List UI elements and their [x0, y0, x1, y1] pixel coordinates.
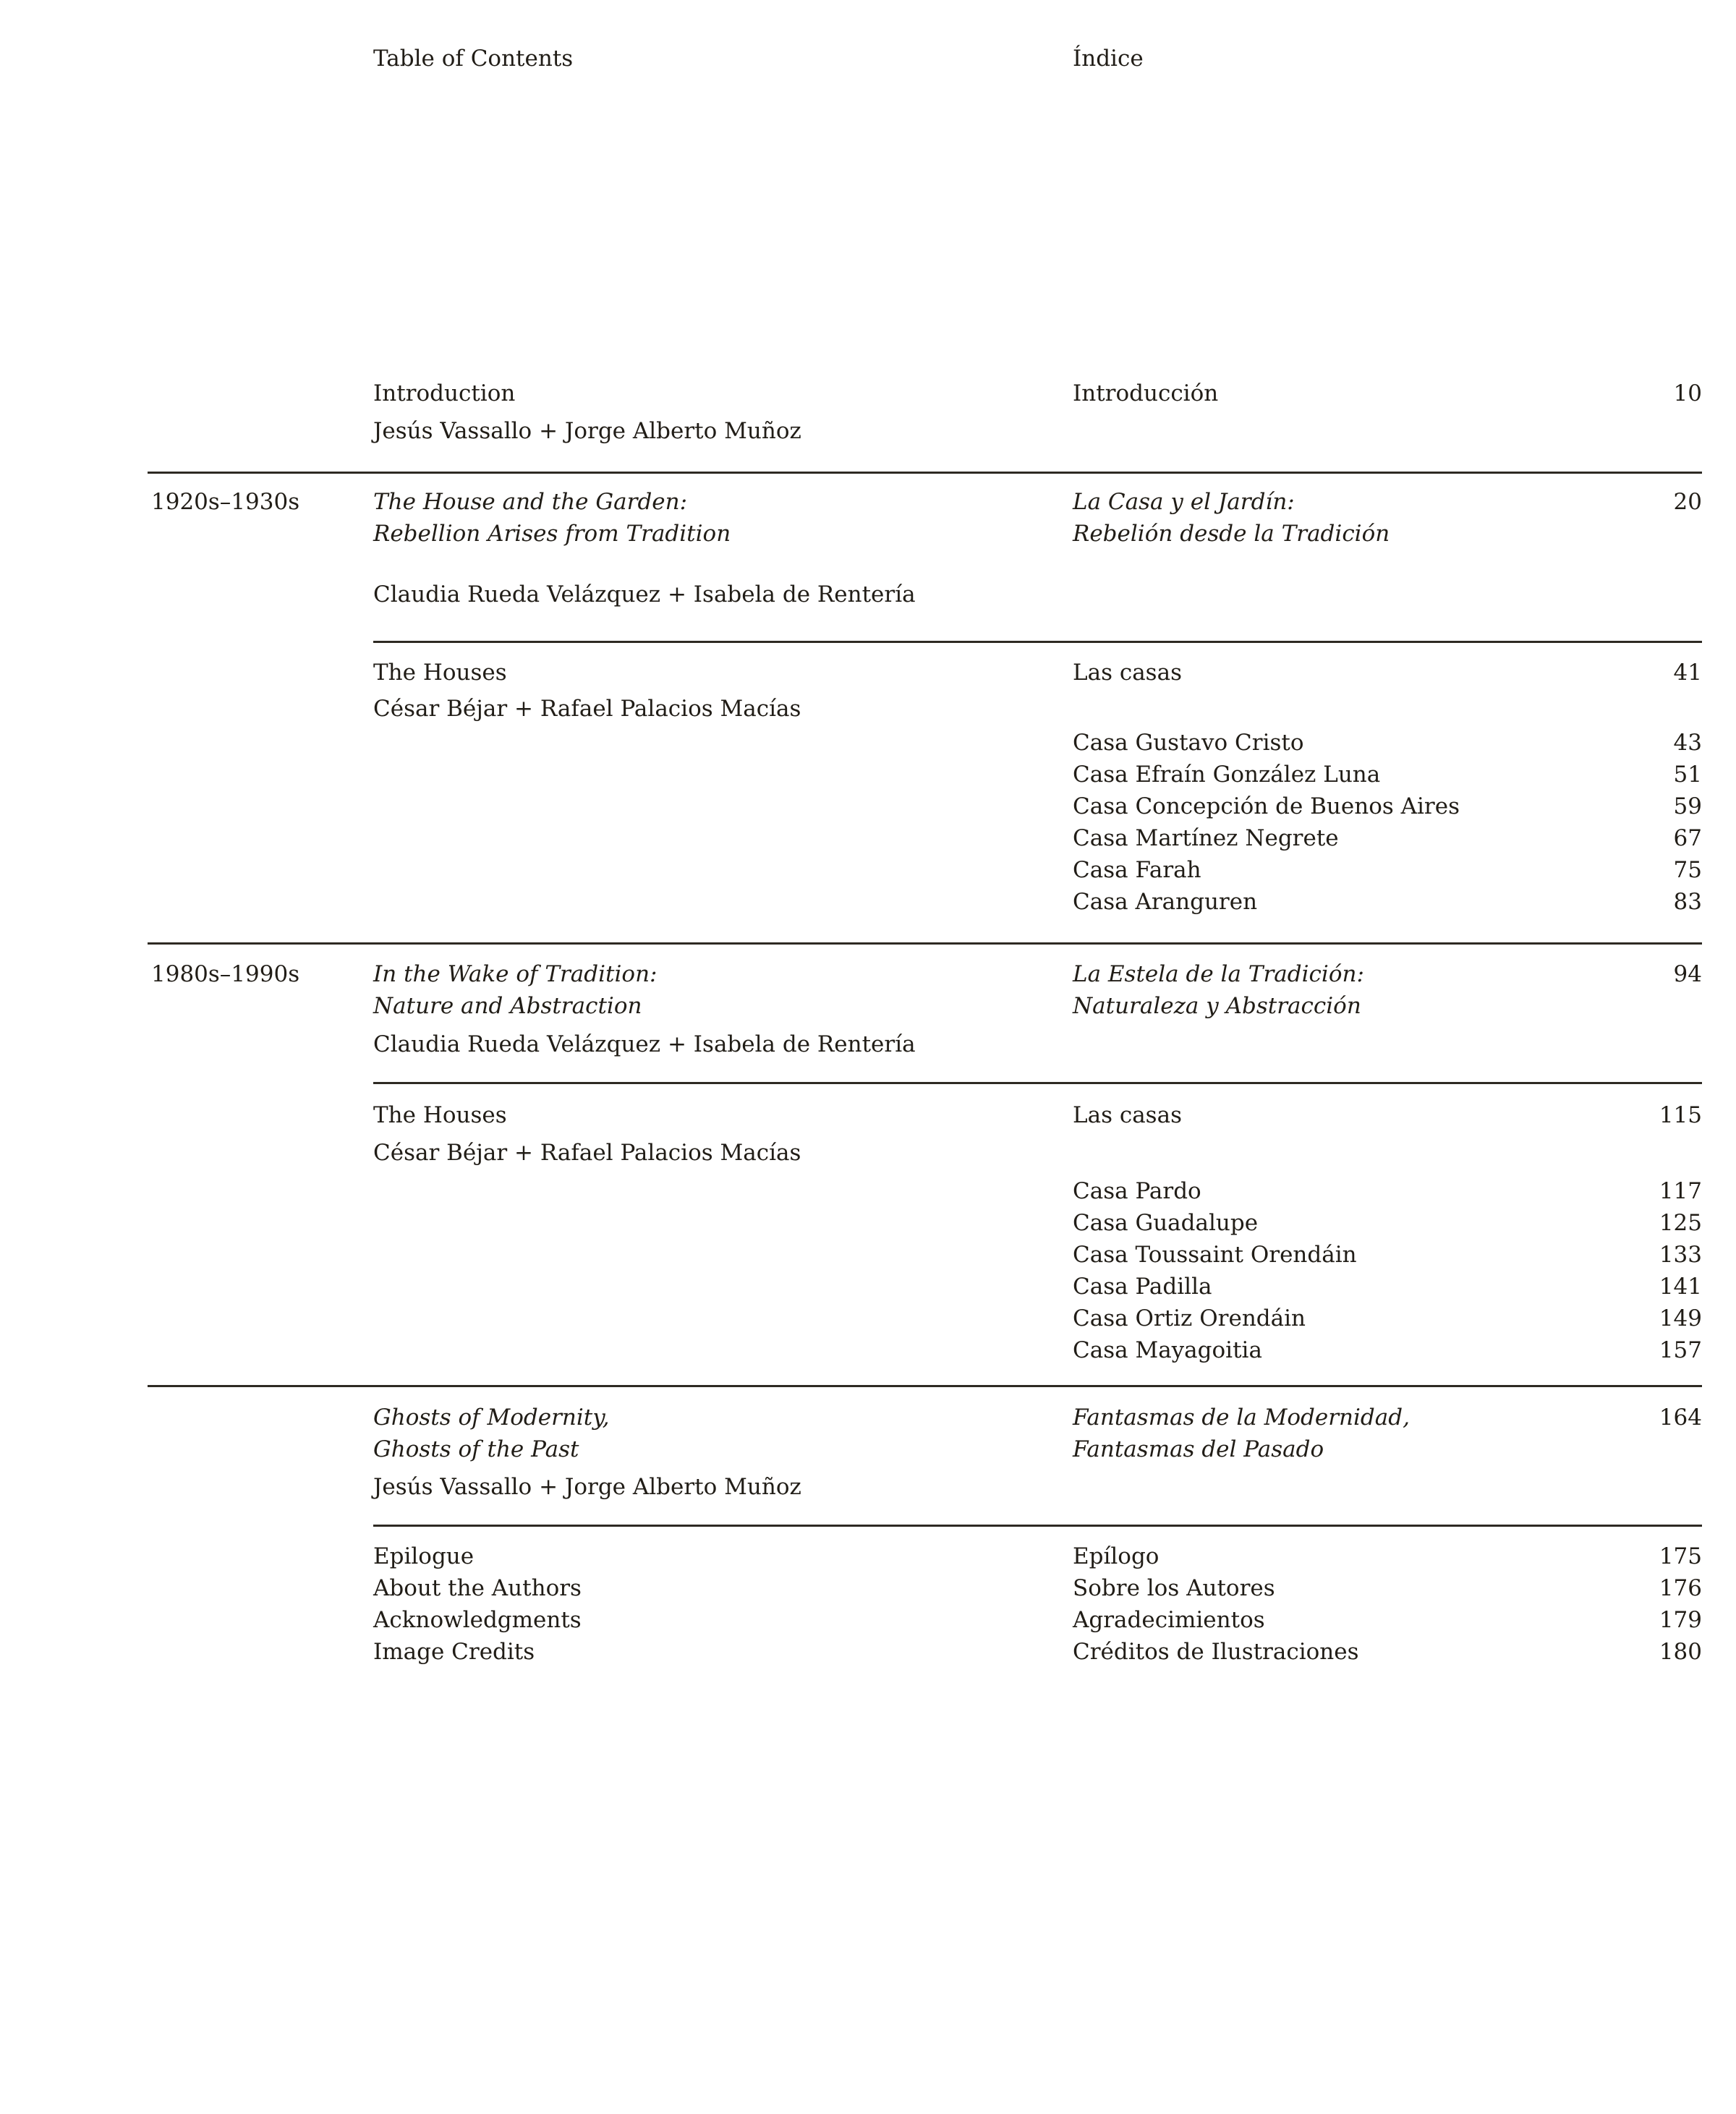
- section-1-title-es-line-1: La Casa y el Jardín:: [1073, 489, 1295, 515]
- section-2-authors: Claudia Rueda Velázquez + Isabela de Rentería: [373, 1031, 916, 1057]
- ghosts-authors: Jesús Vassallo + Jorge Alberto Muñoz: [373, 1474, 801, 1500]
- rule-ghosts: [148, 1385, 1702, 1387]
- list-item-page: 75: [1673, 857, 1702, 883]
- intro-title-es: Introducción: [1073, 380, 1219, 406]
- list-item: Casa Padilla: [1073, 1274, 1212, 1300]
- backmatter-item-page: 175: [1659, 1543, 1702, 1569]
- list-item: Casa Guadalupe: [1073, 1210, 1259, 1236]
- backmatter-item-es: Agradecimientos: [1073, 1607, 1265, 1633]
- list-item: Casa Pardo: [1073, 1178, 1201, 1204]
- list-item: Casa Farah: [1073, 857, 1201, 883]
- houses-2-heading-es: Las casas: [1073, 1102, 1182, 1128]
- list-item: Casa Mayagoitia: [1073, 1337, 1262, 1363]
- section-2-title-es: [1073, 958, 1492, 1022]
- rule-section-1: [148, 472, 1702, 474]
- section-1-era: 1920s–1930s: [151, 489, 300, 515]
- ghosts-title-en: [373, 1402, 1046, 1465]
- houses-2-page-number: 115: [1659, 1102, 1702, 1128]
- section-1-title-es: [1073, 486, 1492, 550]
- rule-houses-2: [373, 1082, 1702, 1084]
- backmatter-list-en: [373, 1540, 1046, 1668]
- list-item: Casa Toussaint Orendáin: [1073, 1242, 1357, 1268]
- houses-1-page-number: 41: [1673, 660, 1702, 686]
- backmatter-item-es: Créditos de Ilustraciones: [1073, 1639, 1359, 1665]
- ghosts-title-es-line-1: Fantasmas de la Modernidad,: [1073, 1405, 1410, 1431]
- section-1-title-es-line-2: Rebelión desde la Tradición: [1073, 521, 1390, 547]
- backmatter-item-en: Image Credits: [373, 1639, 535, 1665]
- section-2-title-es-line-1: La Estela de la Tradición:: [1073, 961, 1364, 987]
- ghosts-title-es-line-2: Fantasmas del Pasado: [1073, 1436, 1324, 1462]
- houses-1-list-pages: [1485, 727, 1702, 918]
- intro-authors: Jesús Vassallo + Jorge Alberto Muñoz: [373, 418, 801, 444]
- page-title-es: Índice: [1073, 46, 1144, 72]
- list-item: Casa Ortiz Orendáin: [1073, 1305, 1306, 1331]
- ghosts-title-es: [1073, 1402, 1492, 1465]
- section-1-page-number: 20: [1673, 489, 1702, 515]
- backmatter-list-es: [1073, 1540, 1492, 1668]
- rule-houses-1: [373, 641, 1702, 643]
- backmatter-item-en: Epilogue: [373, 1543, 475, 1569]
- backmatter-item-page: 176: [1659, 1575, 1702, 1601]
- intro-page-number: 10: [1673, 380, 1702, 406]
- page-title-en: Table of Contents: [373, 46, 574, 72]
- backmatter-item-es: Sobre los Autores: [1073, 1575, 1275, 1601]
- list-item-page: 149: [1659, 1305, 1702, 1331]
- section-2-page-number: 94: [1673, 961, 1702, 987]
- backmatter-item-page: 179: [1659, 1607, 1702, 1633]
- list-item-page: 125: [1659, 1210, 1702, 1236]
- section-1-title-en-line-1: The House and the Garden:: [373, 489, 688, 515]
- houses-2-list-pages: [1485, 1175, 1702, 1366]
- backmatter-item-es: Epílogo: [1073, 1543, 1160, 1569]
- backmatter-item-en: About the Authors: [373, 1575, 582, 1601]
- houses-2-heading-en: The Houses: [373, 1102, 507, 1128]
- list-item: Casa Concepción de Buenos Aires: [1073, 793, 1460, 819]
- list-item-page: 67: [1673, 825, 1702, 851]
- intro-title-en: Introduction: [373, 380, 516, 406]
- houses-1-heading-es: Las casas: [1073, 660, 1182, 686]
- houses-1-heading-en: The Houses: [373, 660, 507, 686]
- houses-2-authors: César Béjar + Rafael Palacios Macías: [373, 1140, 801, 1166]
- list-item: Casa Aranguren: [1073, 889, 1258, 915]
- section-2-title-en-line-2: Nature and Abstraction: [373, 993, 642, 1019]
- list-item: Casa Efraín González Luna: [1073, 762, 1381, 788]
- list-item-page: 141: [1659, 1274, 1702, 1300]
- houses-2-list: [1073, 1175, 1492, 1366]
- section-2-era: 1980s–1990s: [151, 961, 300, 987]
- list-item-page: 51: [1673, 762, 1702, 788]
- section-1-title-en: [373, 486, 1046, 550]
- list-item: Casa Gustavo Cristo: [1073, 730, 1304, 756]
- list-item-page: 157: [1659, 1337, 1702, 1363]
- list-item-page: 43: [1673, 730, 1702, 756]
- section-1-title-en-line-2: Rebellion Arises from Tradition: [373, 521, 731, 547]
- backmatter-list-pages: [1485, 1540, 1702, 1668]
- rule-section-2: [148, 942, 1702, 945]
- section-1-authors: Claudia Rueda Velázquez + Isabela de Rentería: [373, 581, 916, 608]
- section-2-title-en-line-1: In the Wake of Tradition:: [373, 961, 658, 987]
- houses-1-authors: César Béjar + Rafael Palacios Macías: [373, 696, 801, 722]
- list-item-page: 133: [1659, 1242, 1702, 1268]
- section-2-title-es-line-2: Naturaleza y Abstracción: [1073, 993, 1361, 1019]
- backmatter-item-en: Acknowledgments: [373, 1607, 582, 1633]
- houses-1-list: [1073, 727, 1492, 918]
- list-item-page: 83: [1673, 889, 1702, 915]
- section-2-title-en: [373, 958, 1046, 1022]
- ghosts-title-en-line-2: Ghosts of the Past: [373, 1436, 579, 1462]
- list-item-page: 117: [1659, 1178, 1702, 1204]
- ghosts-title-en-line-1: Ghosts of Modernity,: [373, 1405, 610, 1431]
- ghosts-page-number: 164: [1659, 1405, 1702, 1431]
- backmatter-item-page: 180: [1659, 1639, 1702, 1665]
- list-item-page: 59: [1673, 793, 1702, 819]
- rule-backmatter: [373, 1525, 1702, 1527]
- list-item: Casa Martínez Negrete: [1073, 825, 1339, 851]
